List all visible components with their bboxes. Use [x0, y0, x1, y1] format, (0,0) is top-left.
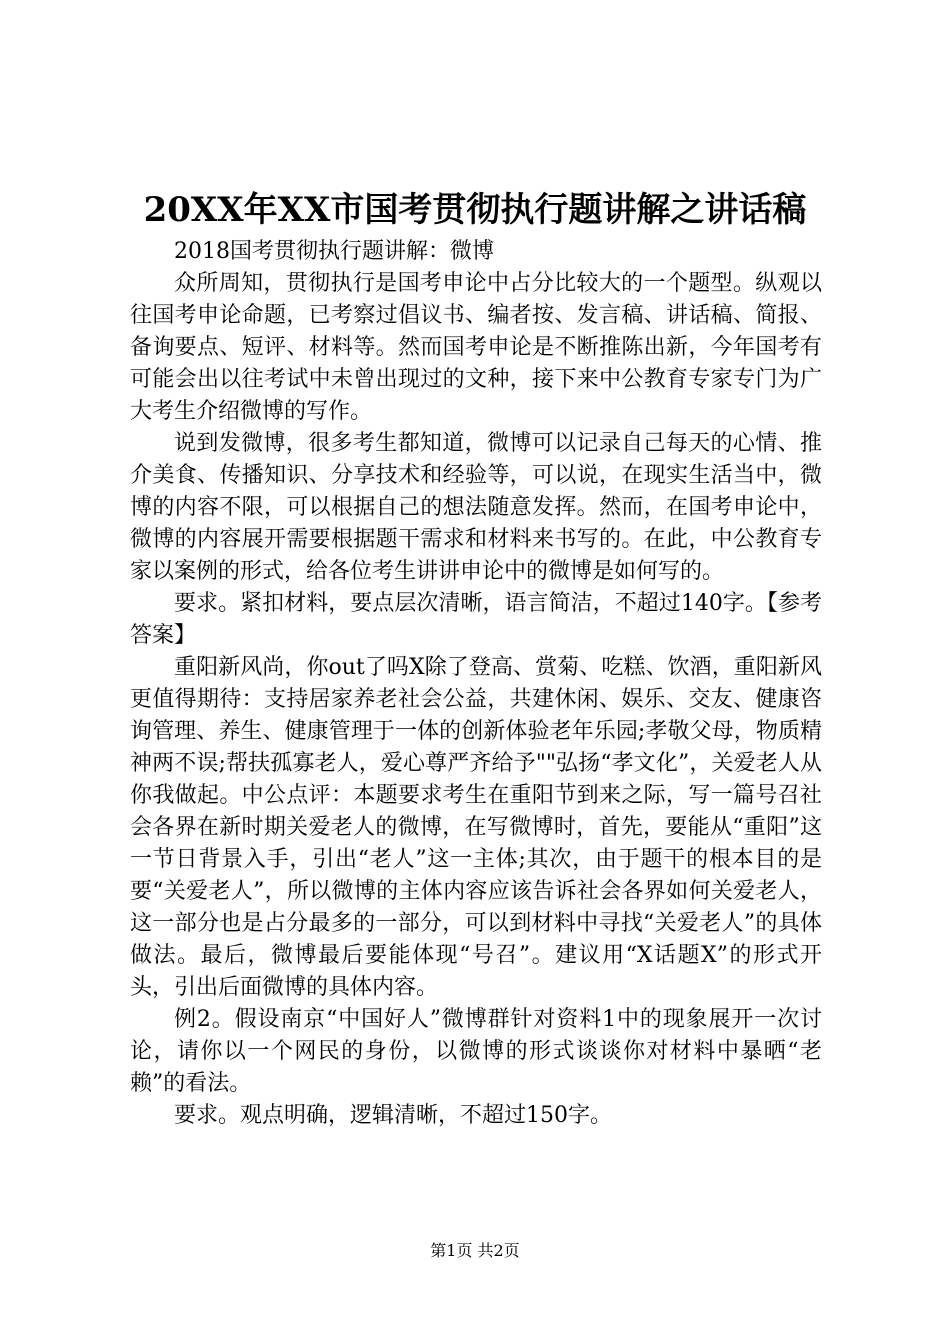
paragraph-intro: 众所周知，贯彻执行是国考申论中占分比较大的一个题型。纵观以往国考申论命题，已考察过倡议书、编者按、发言稿、讲话稿、简报、备询要点、短评、材料等。然而国考申论是不断推陈出新，今年国考有可能会出以往考试中未曾出现过的文种，接下来中公教育专家专门为广大考生介绍微博的写作。: [130, 271, 822, 424]
paragraph-example-2: 例2。假设南京“中国好人”微博群针对资料1中的现象展开一次讨论，请你以一个网民的身份，以微博的形式谈谈你对材料中暴晒“老赖”的看法。: [130, 1007, 822, 1096]
paragraph-reference-answer: 重阳新风尚，你out了吗X除了登高、赏菊、吃糕、饮酒，重阳新风更值得期待：支持居家养老社会公益，共建休闲、娱乐、交友、健康咨询管理、养生、健康管理于一体的创新体验老年乐园;孝敬父母，物质精神两不误;帮扶孤寡老人，爱心尊严齐给予""弘扬“孝文化”，关爱老人从你我做起。中公点评：本题要求考生在重阳节到来之际，写一篇号召社会各界在新时期关爱老人的微博，在写微博时，首先，要能从“重阳”这一节日背景入手，引出“老人”这一主体;其次，由于题干的根本目的是要“关爱老人”，所以微博的主体内容应该告诉社会各界如何关爱老人，这一部分也是占分最多的一部分，可以到材料中寻找“关爱老人”的具体做法。最后，微博最后要能体现“号召”。建议用“X话题X”的形式开头，引出后面微博的具体内容。: [130, 655, 822, 1000]
paragraph-requirement-2: 要求。观点明确，逻辑清晰，不超过150字。: [174, 1103, 612, 1128]
paragraph-weibo-description: 说到发微博，很多考生都知道，微博可以记录自己每天的心情、推介美食、传播知识、分享技术和经验等，可以说，在现实生活当中，微博的内容不限，可以根据自己的想法随意发挥。然而，在国考申论中，微博的内容展开需要根据题干需求和材料来书写的。在此，中公教育专家以案例的形式，给各位考生讲讲申论中的微博是如何写的。: [130, 431, 822, 584]
document-body: [130, 236, 822, 1132]
page-number-footer: 第1页 共2页: [430, 1241, 520, 1260]
paragraph-subtitle: 2018国考贯彻执行题讲解：微博: [174, 239, 494, 264]
paragraph-requirement-1: 要求。紧扣材料，要点层次清晰，语言简洁，不超过140字。【参考答案】: [130, 591, 822, 648]
document-title: 20XX年XX市国考贯彻执行题讲解之讲话稿: [143, 190, 807, 230]
